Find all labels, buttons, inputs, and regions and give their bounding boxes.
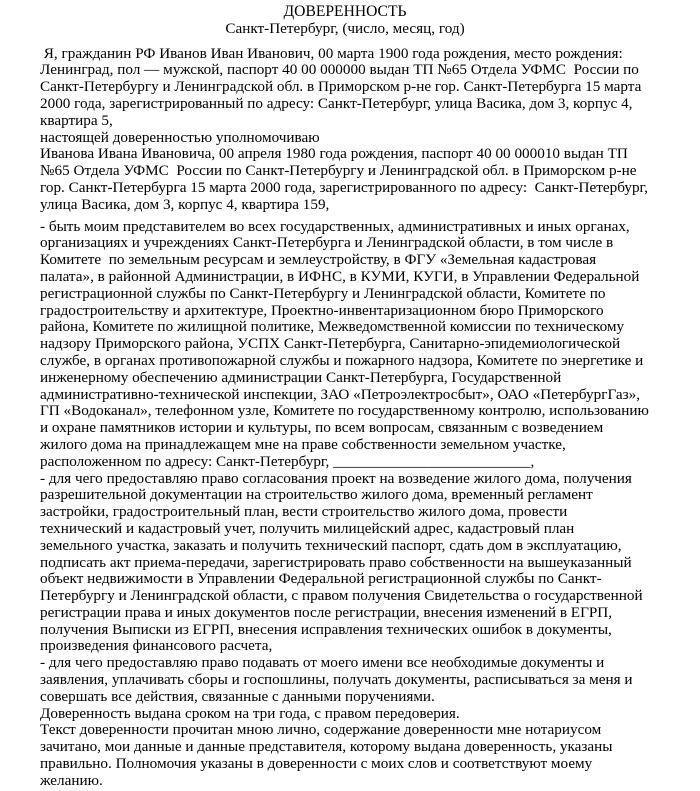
paragraph-construction-registration-powers: - для чего предоставляю право согласования проект на возведение жилого дома, получения разрешительной документации на строительство жилого дома, временный регламент застройки, градостроительный план, вести строительство жилого дома, провести технический и кадастровый учет, получить милицейский адрес, кадастровый план земельного участка, заказать и получить технический паспорт, сдать дом в эксплуатацию, подписать акт приема-передачи, зарегистрировать право собственности на вышеуказанный объект недвижимости в Управлении Федеральной регистрационной службы по Санкт-Петербургу и Ленинградской области, с правом получения Свидетельства о государственной регистрации права и иных документов после регистрации, внесения изменений в ЕГРП, получения Выписки из ЕГРП, внесения исправления технических ошибок в документы, произведения финансового расчета, [40,469,647,655]
paragraph-representation-powers: - быть моим представителем во всех государственных, административных и иных органах, организациях и учреждениях Санкт-Петербурга и Ленинградской области, в том числе в Комитете по земельным ресурсам и землеустройству, в ФГУ «Земельная кадастровая палата», в районной Администрации, в ИФНС, в КУМИ, КУГИ, в Управлении Федеральной регистрационной службы по Санкт-Петербургу и Ленинградской области, Комитете по градостроительству и архитектуре, Проектно-инвентаризационном бюро Приморского района, Комитете по жилищной политике, Межведомственной комиссии по техническому надзору Приморского района, УСПХ Санкт-Петербурга, Санитарно-эпидемиологической службе, в органах противопожарной службы и пожарного надзора, Комитете по энергетике и инженерному обеспечению администрации Санкт-Петербурга, Государственной административно-технической инспекции, ЗАО «Петроэлектросбыт», ОАО «ПетербургГаз», ГП «Водоканал», телефонном узле, Комитете по государственному контролю, использованию и охране памятников истории и культуры, по всем вопросам, связанным с возведением жилого дома на принадлежащем мне на праве собственности земельном участке, расположенном по адресу: Санкт-Петербург, __________________________, [40,217,653,470]
paragraph-principal-details: Я, гражданин РФ Иванов Иван Иванович, 00 марта 1900 года рождения, место рождения: Ленинград, пол — мужской, паспорт 40 00 000000 выдан ТП №65 Отдела УФМС России по Санкт-Петербургу и Ленинградской обл. в Приморском р-не гор. Санкт-Петербурга 15 марта 2000 года, зарегистрированный по адресу: Санкт-Петербург, улица Васика, дом 3, корпус 4, квартира 5, [40,44,646,129]
paragraph-authorization-clause: настоящей доверенностью уполномочиваю [40,128,320,146]
document-header [40,4,650,38]
paragraph-filing-signing-powers: - для чего предоставляю право подавать от моего имени все необходимые документы и заявления, уплачивать сборы и госпошлины, получать документы, расписываться за меня и совершать все действия, связанные с данными поручениями. [40,654,637,705]
paragraph-attorney-details: Иванова Ивана Ивановича, 00 апреля 1980 года рождения, паспорт 40 00 000010 выдан ТП №65 Отдела УФМС России по Санкт-Петербургу и Ленинградской обл. в Приморском р-не гор. Санкт-Петербурга 15 марта 2000 года, зарегистрированного по адресу: Санкт-Петербург, улица Васика, дом 3, корпус 4, квартира 159, [40,145,652,213]
document-place-date-line: Санкт-Петербург, (число, месяц, год) [225,19,465,37]
document-title: ДОВЕРЕННОСТЬ [283,3,407,20]
paragraph-notary-confirmation: Текст доверенности прочитан мною лично, содержание доверенности мне нотариусом зачитано, мои данные и данные представителя, которому выдана доверенность, указаны правильно. Полномочия указаны в доверенности с моих слов и соответствуют моему желанию. [40,721,617,789]
paragraph-validity-term: Доверенность выдана сроком на три года, с правом передоверия. [40,704,460,722]
